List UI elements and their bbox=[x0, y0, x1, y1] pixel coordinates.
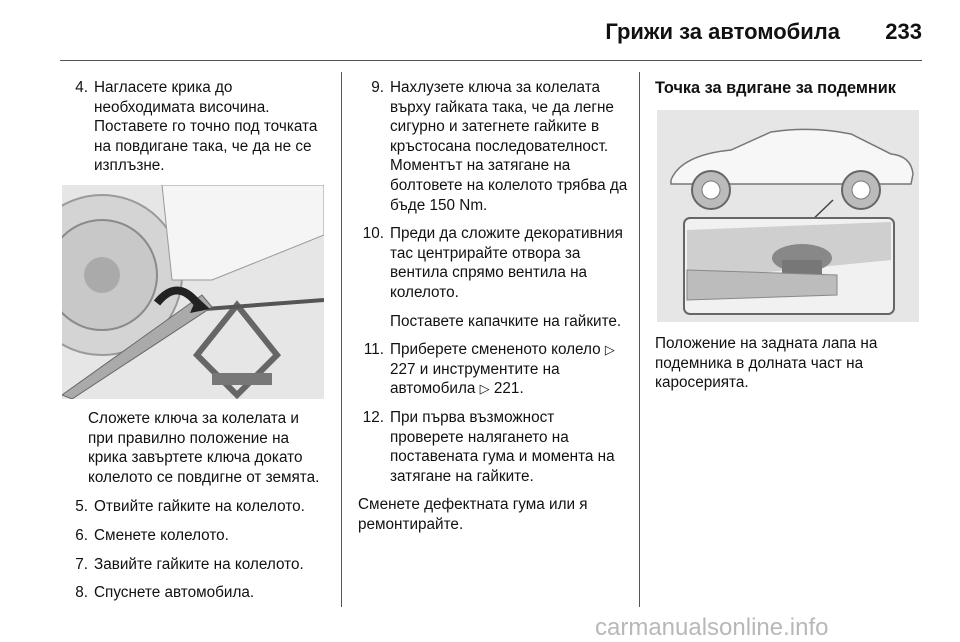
page-ref-arrow-icon: ▷ bbox=[604, 342, 615, 358]
closing-paragraph: Сменете дефектната гума или я ремонтирайте. bbox=[358, 496, 588, 533]
step-text-block bbox=[390, 224, 628, 331]
step-6 bbox=[62, 526, 327, 546]
step-text: Спуснете автомобила. bbox=[94, 584, 255, 602]
step-text: Нахлузете ключа за колелата върху гайката така, че да легне сигурно и затегнете гайките в кръстосана последователност. Моментът на затягане на болтовете на колелото трябва да бъде 150 Nm. bbox=[390, 79, 628, 214]
step-number: 7. bbox=[75, 555, 88, 573]
step-text: Завийте гайките на колелото. bbox=[94, 555, 304, 573]
step-text: Сменете колелото. bbox=[94, 526, 229, 544]
step-number: 12. bbox=[362, 408, 384, 426]
column-divider-2 bbox=[639, 72, 640, 607]
step-number: 4. bbox=[75, 79, 88, 96]
figure-caption: Сложете ключа за колелата и при правилно положение на крика завъртете ключа докато колелото се повдигне от земята. bbox=[88, 409, 320, 486]
page-number: 233 bbox=[885, 19, 922, 44]
step-8 bbox=[62, 583, 327, 603]
step-text: Преди да сложите декоративния тас центрирайте отвора за вентила спрямо вентила на колелото. bbox=[390, 225, 623, 301]
figure-caption: Положение на задната лапа на подемника в долната част на каросерията. bbox=[655, 335, 878, 392]
page-ref-link[interactable]: 227 bbox=[390, 360, 416, 378]
column-divider-1 bbox=[341, 72, 342, 607]
column-2 bbox=[358, 78, 628, 534]
step-9 bbox=[358, 78, 628, 215]
page-header bbox=[0, 0, 960, 58]
chapter-title: Грижи за автомобила bbox=[605, 19, 840, 44]
step-11 bbox=[358, 340, 628, 399]
step-text bbox=[390, 340, 628, 399]
step-text: При първа възможност проверете налягането на поставената гума и момента на затягане на гайките. bbox=[390, 408, 615, 485]
lift-point-illustration bbox=[657, 110, 919, 322]
step-number: 9. bbox=[371, 79, 384, 96]
step-10 bbox=[358, 224, 628, 331]
step-5 bbox=[62, 497, 327, 517]
column-3 bbox=[655, 78, 923, 393]
step-text-2: Поставете капачките на гайките. bbox=[390, 312, 622, 330]
watermark: carmanualsonline.info bbox=[595, 614, 829, 641]
step-12 bbox=[358, 408, 628, 486]
step-4 bbox=[62, 78, 327, 176]
step-number: 10. bbox=[362, 225, 384, 243]
step-number: 8. bbox=[75, 584, 88, 602]
header-rule bbox=[60, 60, 922, 61]
step-text-start: Приберете смененото колело bbox=[390, 341, 605, 359]
step-number: 6. bbox=[75, 526, 88, 544]
step-text: Отвийте гайките на колелото. bbox=[94, 498, 305, 516]
car-lift-image bbox=[657, 110, 919, 322]
jack-wrench-image bbox=[62, 185, 324, 399]
step-text: Нагласете крика до необходимата височина. Поставете го точно под точката на повдигане така, че да не се изплъзне. bbox=[94, 79, 318, 175]
column-1 bbox=[62, 78, 327, 612]
jack-illustration bbox=[62, 185, 324, 399]
section-heading: Точка за вдигане за подемник bbox=[655, 79, 896, 97]
step-number: 11. bbox=[363, 341, 384, 359]
page-ref-arrow-icon: ▷ bbox=[479, 381, 490, 397]
step-number: 5. bbox=[75, 498, 88, 516]
step-text-mid: и инструментите на автомобила bbox=[390, 360, 560, 398]
page-ref-link[interactable]: 221 bbox=[493, 380, 520, 398]
step-text-end: . bbox=[519, 380, 524, 398]
step-7 bbox=[62, 555, 327, 575]
